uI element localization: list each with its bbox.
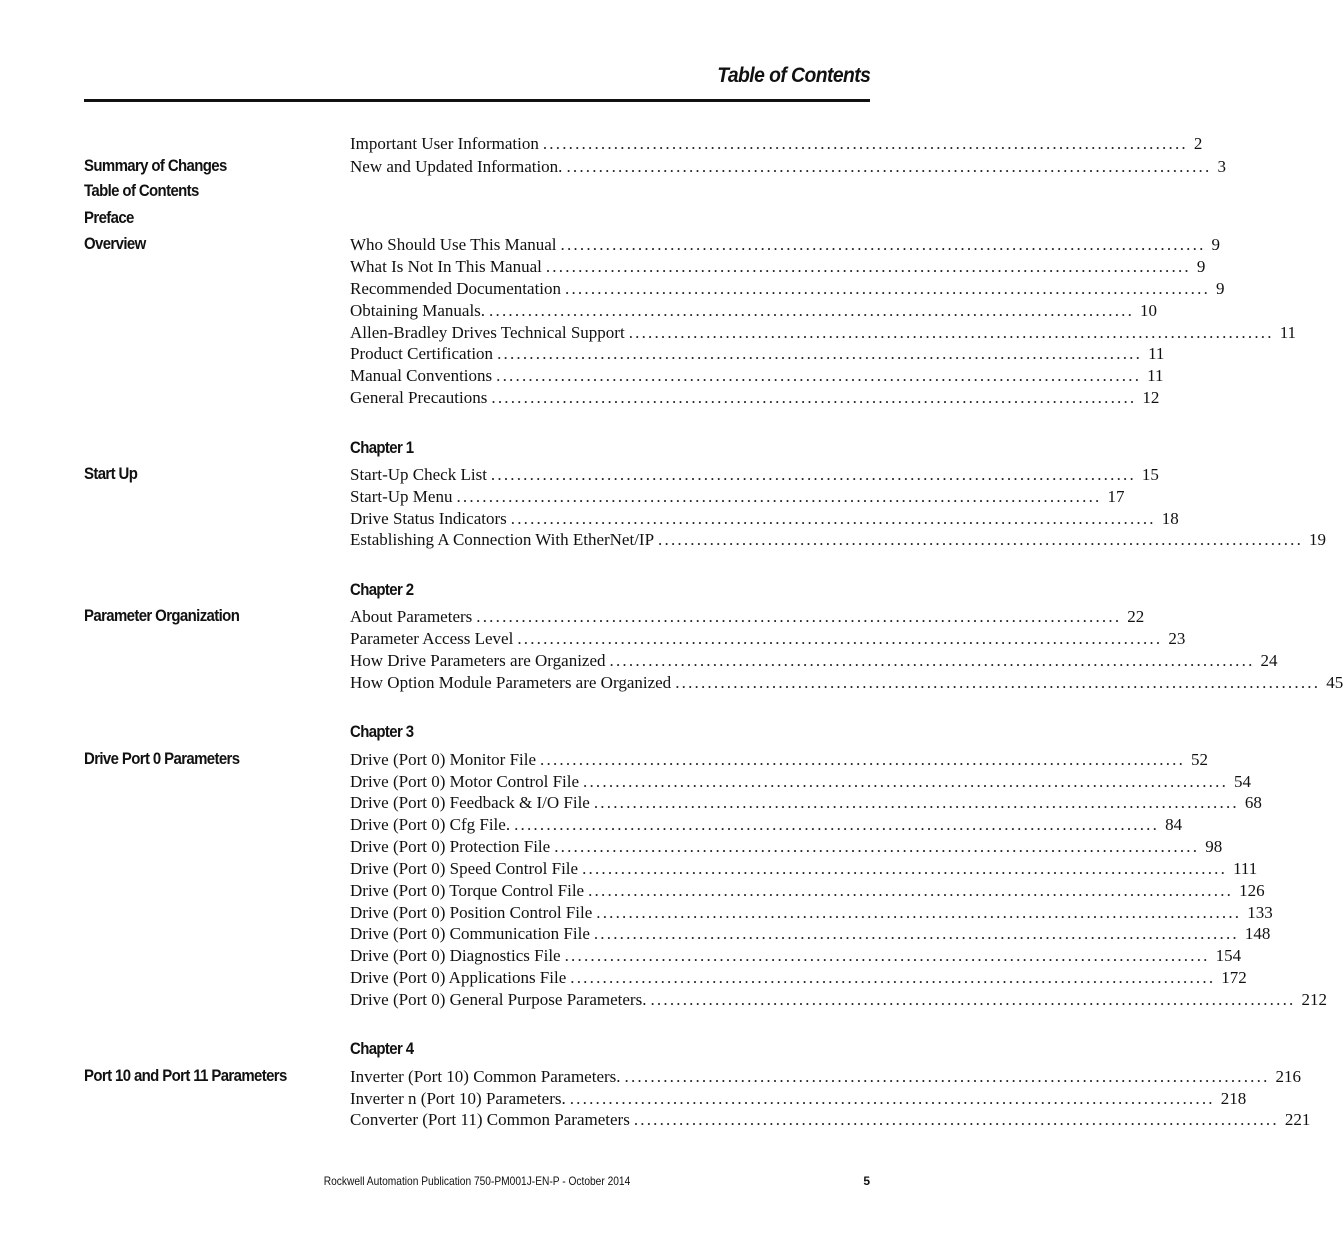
toc-entry-label: General Precautions: [350, 388, 488, 407]
toc-entry-page: 9: [1216, 279, 1225, 298]
toc-entry[interactable]: How Option Module Parameters are Organized .................................................................................................... 45: [350, 673, 1343, 692]
toc-entry[interactable]: Drive (Port 0) Protection File .................................................................................................... 98: [350, 837, 1223, 856]
toc-entry[interactable]: Drive (Port 0) Cfg File. .................................................................................................... 84: [350, 815, 1183, 834]
toc-entry[interactable]: Inverter n (Port 10) Parameters. .................................................................................................... 218: [350, 1089, 1247, 1108]
section-preface[interactable]: Preface: [84, 208, 134, 227]
section-overview[interactable]: Overview: [84, 234, 146, 253]
toc-entry-label: Drive (Port 0) Position Control File: [350, 903, 593, 922]
toc-entry[interactable]: Drive (Port 0) Speed Control File .................................................................................................... 111: [350, 859, 1258, 878]
toc-entry[interactable]: Drive (Port 0) Motor Control File .................................................................................................... 54: [350, 772, 1252, 791]
toc-entry-page: 84: [1165, 815, 1183, 834]
toc-entry-label: Drive (Port 0) Feedback & I/O File: [350, 793, 590, 812]
toc-entry-label: Inverter (Port 10) Common Parameters.: [350, 1067, 621, 1086]
toc-entry-page: 68: [1244, 793, 1262, 812]
toc-entry[interactable]: Drive Status Indicators .................................................................................................... 18: [350, 509, 1179, 528]
toc-entry-label: Inverter n (Port 10) Parameters.: [350, 1089, 566, 1108]
toc-entry-page: 12: [1142, 388, 1160, 407]
toc-entry-label: Drive (Port 0) Applications File: [350, 968, 567, 987]
toc-entry-page: 17: [1107, 487, 1125, 506]
chapter-2-label: Chapter 2: [350, 580, 414, 599]
toc-entry-label: Who Should Use This Manual: [350, 235, 557, 254]
toc-entry[interactable]: What Is Not In This Manual .................................................................................................... 9: [350, 257, 1206, 276]
toc-entry-page: 11: [1279, 323, 1297, 342]
chapter-3-label: Chapter 3: [350, 722, 414, 741]
toc-entry-page: 133: [1247, 903, 1273, 922]
toc-entry-label: Drive (Port 0) Speed Control File: [350, 859, 579, 878]
toc-entry-page: 9: [1211, 235, 1221, 254]
toc-entry[interactable]: Drive (Port 0) Applications File .................................................................................................... 172: [350, 968, 1247, 987]
chapter-2-title[interactable]: Parameter Organization: [84, 606, 240, 625]
toc-entry-label: Drive Status Indicators: [350, 509, 507, 528]
toc-entry[interactable]: Drive (Port 0) Communication File .................................................................................................... 148: [350, 924, 1271, 943]
toc-entry[interactable]: Converter (Port 11) Common Parameters .................................................................................................... 221: [350, 1110, 1311, 1129]
toc-entry[interactable]: General Precautions .................................................................................................... 12: [350, 388, 1160, 407]
toc-entry-page: 18: [1161, 509, 1179, 528]
toc-entry-page: 212: [1301, 990, 1327, 1009]
toc-entry-page: 98: [1205, 837, 1223, 856]
toc-entry-page: 3: [1217, 157, 1226, 176]
toc-entry-page: 148: [1244, 924, 1271, 943]
toc-entry-page: 218: [1220, 1089, 1247, 1108]
toc-entry-label: Parameter Access Level: [350, 629, 514, 648]
toc-entry[interactable]: Manual Conventions .................................................................................................... 11: [350, 366, 1164, 385]
toc-entry-page: 19: [1309, 530, 1327, 549]
toc-entry[interactable]: Drive (Port 0) Feedback & I/O File .................................................................................................... 68: [350, 793, 1262, 812]
toc-entry-page: 9: [1196, 257, 1206, 276]
toc-entry[interactable]: Establishing A Connection With EtherNet/IP .................................................................................................... 19: [350, 530, 1327, 549]
toc-entry-label: Drive (Port 0) Motor Control File: [350, 772, 580, 791]
chapter-3-title[interactable]: Drive Port 0 Parameters: [84, 749, 240, 768]
toc-entry-label: Manual Conventions: [350, 366, 493, 385]
toc-entry[interactable]: Allen-Bradley Drives Technical Support .................................................................................................... 11: [350, 323, 1297, 342]
toc-entry-page: 54: [1234, 772, 1252, 791]
toc-entry-label: Start-Up Check List: [350, 465, 487, 484]
toc-entry-page: 45: [1326, 673, 1343, 692]
toc-entry-label: Drive (Port 0) Monitor File: [350, 750, 537, 769]
toc-entry-page: 11: [1148, 344, 1165, 363]
toc-entry-label: Drive (Port 0) Cfg File.: [350, 815, 511, 834]
toc-entry[interactable]: Drive (Port 0) Position Control File .................................................................................................... 133: [350, 903, 1273, 922]
toc-entry-label: What Is Not In This Manual: [350, 257, 542, 276]
toc-entry-label: Obtaining Manuals.: [350, 301, 486, 320]
toc-entry-label: Drive (Port 0) Protection File: [350, 837, 551, 856]
toc-entry[interactable]: How Drive Parameters are Organized .................................................................................................... 24: [350, 651, 1278, 670]
section-table-of-contents[interactable]: Table of Contents: [84, 181, 199, 200]
toc-entry-label: New and Updated Information.: [350, 157, 563, 176]
toc-entry-page: 154: [1215, 946, 1242, 965]
toc-entry-label: How Option Module Parameters are Organized: [350, 673, 672, 692]
toc-entry-page: 172: [1221, 968, 1247, 987]
toc-entry-page: 126: [1239, 881, 1265, 900]
toc-entry-label: Product Certification: [350, 344, 494, 363]
toc-entry[interactable]: Drive (Port 0) Torque Control File .................................................................................................... 126: [350, 881, 1265, 900]
toc-entry-important-user-information[interactable]: Important User Information .................................................................................................... 2: [350, 134, 1203, 153]
toc-entry-page: 10: [1140, 301, 1158, 320]
toc-entry-label: Converter (Port 11) Common Parameters: [350, 1110, 630, 1129]
toc-entry-page: 111: [1233, 859, 1258, 878]
toc-entry[interactable]: About Parameters .................................................................................................... 22: [350, 607, 1145, 626]
title-rule: [84, 99, 870, 102]
toc-entry-label: Allen-Bradley Drives Technical Support: [350, 323, 625, 342]
toc-entry[interactable]: Obtaining Manuals. .................................................................................................... 10: [350, 301, 1158, 320]
toc-entry-page: 2: [1193, 134, 1203, 153]
section-summary-of-changes[interactable]: Summary of Changes: [84, 156, 227, 175]
toc-entry[interactable]: Parameter Access Level .................................................................................................... 23: [350, 629, 1186, 648]
toc-entry[interactable]: Drive (Port 0) Monitor File .................................................................................................... 52: [350, 750, 1209, 769]
toc-entry-label: About Parameters: [350, 607, 473, 626]
chapter-4-label: Chapter 4: [350, 1039, 414, 1058]
toc-entry-page: 24: [1260, 651, 1278, 670]
toc-entry-page: 15: [1141, 465, 1159, 484]
toc-entry-page: 23: [1168, 629, 1186, 648]
toc-entry-label: Drive (Port 0) Torque Control File: [350, 881, 585, 900]
toc-entry-new-and-updated-information[interactable]: New and Updated Information. .................................................................................................... 3: [350, 157, 1226, 176]
toc-entry-label: Drive (Port 0) Diagnostics File: [350, 946, 561, 965]
toc-entry[interactable]: Drive (Port 0) Diagnostics File .................................................................................................... 154: [350, 946, 1242, 965]
toc-entry-page: 22: [1127, 607, 1145, 626]
toc-entry-label: Drive (Port 0) Communication File: [350, 924, 590, 943]
toc-entry-label: Important User Information: [350, 134, 539, 153]
chapter-4-title[interactable]: Port 10 and Port 11 Parameters: [84, 1066, 287, 1085]
toc-entry-page: 221: [1284, 1110, 1311, 1129]
footer-publication: Rockwell Automation Publication 750-PM001J-EN-P - October 2014: [323, 1174, 631, 1188]
toc-entry[interactable]: Product Certification .................................................................................................... 11: [350, 344, 1165, 363]
toc-entry-label: Establishing A Connection With EtherNet/IP: [350, 530, 655, 549]
toc-entry[interactable]: Drive (Port 0) General Purpose Parameters. .................................................................................................... 212: [350, 990, 1327, 1009]
footer-page-number: 5: [863, 1174, 870, 1188]
toc-entry[interactable]: Inverter (Port 10) Common Parameters. .................................................................................................... 216: [350, 1067, 1302, 1086]
page-title: Table of Contents: [716, 64, 870, 87]
toc-entry-page: 11: [1147, 366, 1164, 385]
toc-entry[interactable]: Start-Up Check List .................................................................................................... 15: [350, 465, 1159, 484]
toc-entry[interactable]: Recommended Documentation .................................................................................................... 9: [350, 279, 1225, 298]
toc-entry[interactable]: Start-Up Menu .................................................................................................... 17: [350, 487, 1125, 506]
toc-entry-label: How Drive Parameters are Organized: [350, 651, 606, 670]
toc-entry-page: 52: [1191, 750, 1209, 769]
toc-entry-page: 216: [1275, 1067, 1302, 1086]
chapter-1-title[interactable]: Start Up: [84, 464, 138, 483]
chapter-1-label: Chapter 1: [350, 438, 414, 457]
toc-entry-label: Drive (Port 0) General Purpose Parameters.: [350, 990, 647, 1009]
toc-entry-label: Recommended Documentation: [350, 279, 562, 298]
toc-entry[interactable]: Who Should Use This Manual .................................................................................................... 9: [350, 235, 1221, 254]
toc-entry-label: Start-Up Menu: [350, 487, 453, 506]
